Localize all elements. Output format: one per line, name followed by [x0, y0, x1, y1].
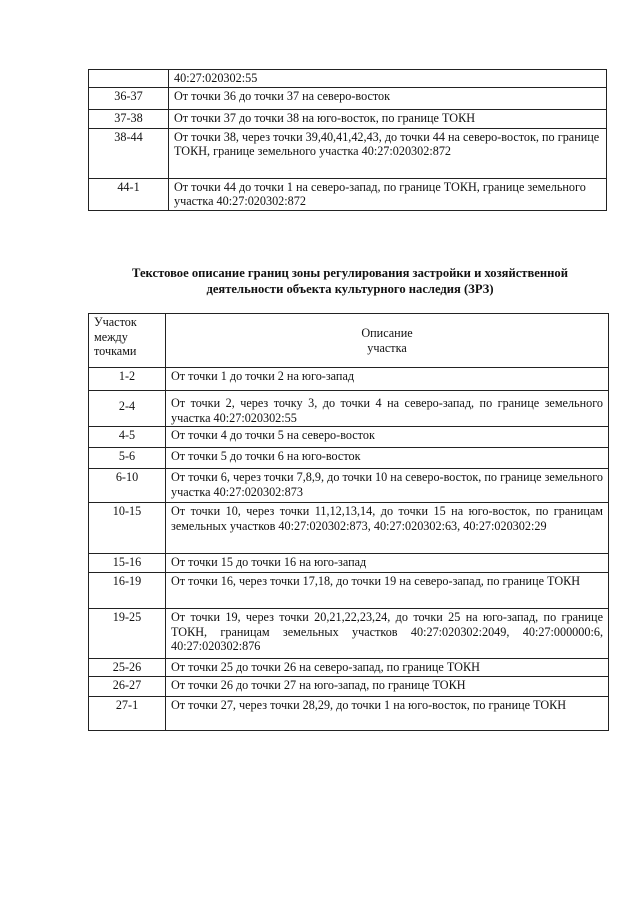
segment-cell: 16-19 — [89, 573, 166, 609]
header-text: между — [94, 329, 128, 344]
section-title-line: деятельности объекта культурного наследия (ЗРЗ) — [206, 282, 494, 296]
table-row — [89, 70, 607, 88]
description-cell: От точки 36 до точки 37 на северо-восток — [169, 87, 607, 109]
description-cell: От точки 19, через точки 20,21,22,23,24, до точки 25 на юго-запад, по границе ТОКН, границам земельных участков 40:27:020302:2049, 40:27:000000:6, 40:27:020302:876 — [166, 609, 609, 659]
table-row — [89, 609, 609, 659]
description-cell: От точки 1 до точки 2 на юго-запад — [166, 368, 609, 391]
segment-cell: 27-1 — [89, 697, 166, 731]
table-row — [89, 109, 607, 128]
description-cell: От точки 25 до точки 26 на северо-запад, по границе ТОКН — [166, 659, 609, 677]
segment-cell: 15-16 — [89, 554, 166, 573]
table-row — [89, 554, 609, 573]
description-cell: От точки 38, через точки 39,40,41,42,43, до точки 44 на северо-восток, по границе ТОКН, границе земельного участка 40:27:020302:872 — [169, 128, 607, 178]
description-cell: От точки 10, через точки 11,12,13,14, до точки 15 на юго-восток, по границам земельных участков 40:27:020302:873, 40:27:020302:63, 40:27:020302:29 — [166, 503, 609, 554]
description-cell: От точки 44 до точки 1 на северо-запад, по границе ТОКН, границе земельного участка 40:27:020302:872 — [169, 178, 607, 210]
table-row — [89, 503, 609, 554]
segment-header-cell — [89, 314, 166, 368]
segment-cell: 2-4 — [89, 391, 166, 427]
segment-cell — [89, 70, 169, 88]
description-header-cell — [166, 314, 609, 368]
segment-cell: 10-15 — [89, 503, 166, 554]
segment-cell: 37-38 — [89, 109, 169, 128]
description-cell: От точки 4 до точки 5 на северо-восток — [166, 427, 609, 448]
zrz-boundary-table — [88, 313, 609, 731]
segment-cell: 6-10 — [89, 469, 166, 503]
table-row — [89, 391, 609, 427]
table-row — [89, 448, 609, 469]
description-cell: От точки 5 до точки 6 на юго-восток — [166, 448, 609, 469]
header-text: Участок — [94, 315, 137, 329]
section-title-line: Текстовое описание границ зоны регулирования застройки и хозяйственной — [132, 266, 568, 280]
description-cell: От точки 15 до точки 16 на юго-запад — [166, 554, 609, 573]
segment-cell: 44-1 — [89, 178, 169, 210]
description-cell: От точки 27, через точки 28,29, до точки 1 на юго-восток, по границе ТОКН — [166, 697, 609, 731]
segment-cell: 38-44 — [89, 128, 169, 178]
segment-cell: 5-6 — [89, 448, 166, 469]
segment-cell: 1-2 — [89, 368, 166, 391]
table-row — [89, 178, 607, 210]
description-cell: 40:27:020302:55 — [169, 70, 607, 88]
description-cell: От точки 6, через точки 7,8,9, до точки 10 на северо-восток, по границе земельного участка 40:27:020302:873 — [166, 469, 609, 503]
table-row — [89, 128, 607, 178]
segment-cell: 25-26 — [89, 659, 166, 677]
header-text: точками — [94, 344, 137, 358]
table-row — [89, 697, 609, 731]
table-row — [89, 659, 609, 677]
description-cell: От точки 26 до точки 27 на юго-запад, по границе ТОКН — [166, 677, 609, 697]
segment-cell: 36-37 — [89, 87, 169, 109]
table-row — [89, 573, 609, 609]
table-row — [89, 368, 609, 391]
description-cell: От точки 37 до точки 38 на юго-восток, по границе ТОКН — [169, 109, 607, 128]
table-row — [89, 87, 607, 109]
table-header-row — [89, 314, 609, 368]
table-row — [89, 469, 609, 503]
table-row — [89, 677, 609, 697]
description-cell: От точки 16, через точки 17,18, до точки 19 на северо-запад, по границе ТОКН — [166, 573, 609, 609]
segment-cell: 19-25 — [89, 609, 166, 659]
header-text: Описание — [361, 326, 413, 340]
segment-cell: 26-27 — [89, 677, 166, 697]
segment-cell: 4-5 — [89, 427, 166, 448]
description-cell: От точки 2, через точку 3, до точки 4 на северо-запад, по границе земельного участка 40:27:020302:55 — [166, 391, 609, 427]
table-row — [89, 427, 609, 448]
section-title — [80, 265, 620, 297]
boundary-table-continued — [88, 69, 607, 211]
header-text: участка — [367, 340, 407, 355]
